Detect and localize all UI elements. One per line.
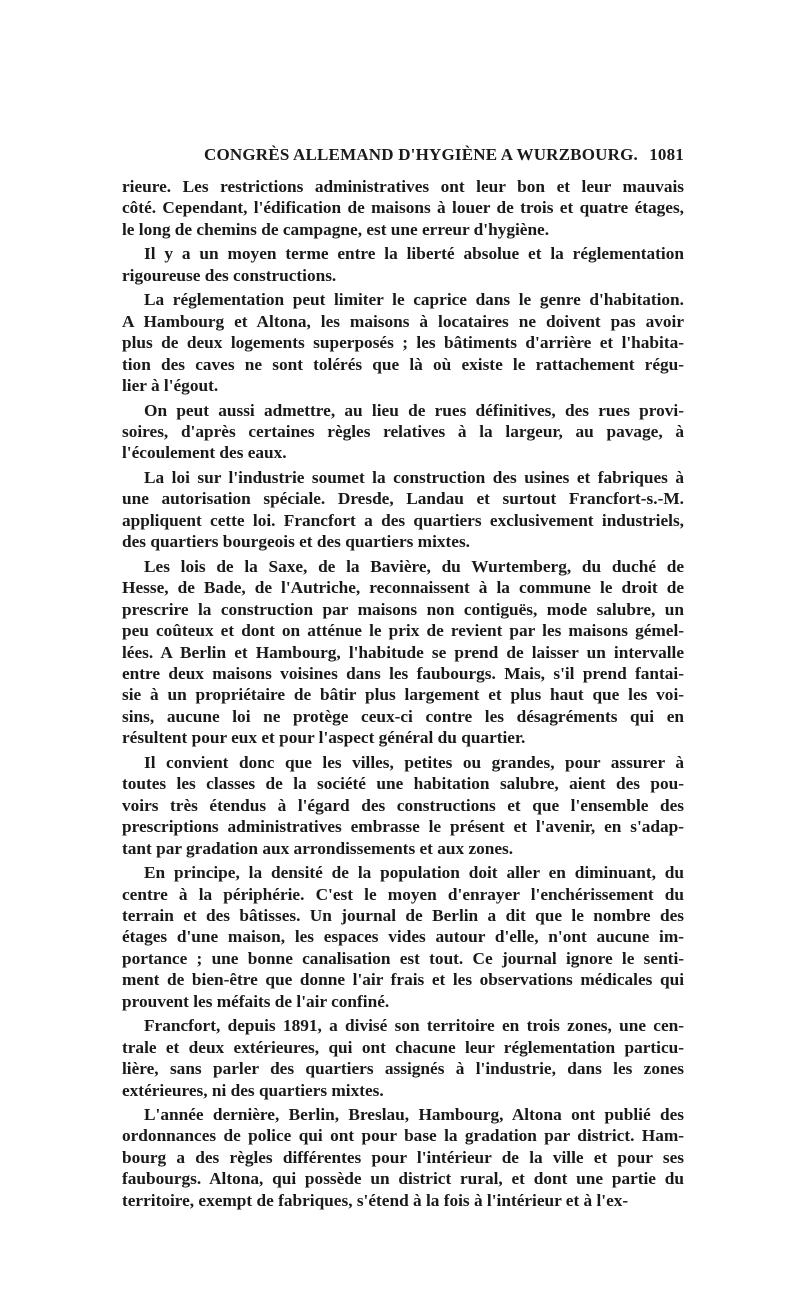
page-number: 1081 — [649, 145, 684, 164]
running-title: CONGRÈS ALLEMAND D'HYGIÈNE A WURZBOURG. — [204, 145, 638, 164]
text-line: lées. A Berlin et Hambourg, l'habitude se prend de laisser un intervalle — [122, 642, 684, 662]
text-line: En principe, la densité de la population doit aller en diminuant, du — [144, 863, 684, 883]
text-line: terrain et des bâtisses. Un journal de Berlin a dit que le nombre des — [122, 905, 684, 925]
text-line: trale et deux extérieures, qui ont chacune leur réglementation particu- — [122, 1037, 684, 1057]
text-line: Francfort, depuis 1891, a divisé son territoire en trois zones, une cen- — [144, 1016, 684, 1036]
text-line: Il convient donc que les villes, petites ou grandes, pour assurer à — [144, 752, 684, 772]
paragraph — [122, 467, 684, 553]
text-line: bourg a des règles différentes pour l'intérieur de la ville et pour ses — [122, 1147, 684, 1167]
paragraph — [122, 400, 684, 464]
paragraph — [122, 556, 684, 749]
text-line: A Hambourg et Altona, les maisons à locataires ne doivent pas avoir — [122, 311, 684, 331]
text-line: le long de chemins de campagne, est une erreur d'hygiène. — [122, 219, 550, 239]
text-line: sie à un propriétaire de bâtir plus largement et plus haut que les voi- — [122, 685, 684, 705]
paragraph — [122, 176, 684, 240]
running-header — [122, 145, 684, 169]
text-line: prouvent les méfaits de l'air confiné. — [122, 991, 390, 1011]
text-line: rigoureuse des constructions. — [122, 265, 337, 285]
text-line: résultent pour eux et pour l'aspect général du quartier. — [122, 728, 526, 748]
text-line: toutes les classes de la société une habitation salubre, aient des pou- — [122, 774, 684, 794]
text-line: rieure. Les restrictions administratives ont leur bon et leur mauvais — [122, 177, 684, 196]
text-line: plus de deux logements superposés ; les bâtiments d'arrière et l'habita- — [122, 333, 684, 353]
text-line: faubourgs. Altona, qui possède un district rural, et dont une partie du — [122, 1169, 684, 1189]
text-line: lier à l'égout. — [122, 376, 219, 396]
text-line: sins, aucune loi ne protège ceux-ci contre les désagréments qui en — [122, 706, 684, 726]
text-line: soires, d'après certaines règles relatives à la largeur, au pavage, à — [122, 421, 684, 441]
text-line: territoire, exempt de fabriques, s'étend à la fois à l'intérieur et à l'ex- — [122, 1190, 629, 1210]
text-line: On peut aussi admettre, au lieu de rues définitives, des rues provi- — [144, 400, 684, 420]
paragraph — [122, 243, 684, 286]
text-line: extérieures, ni des quartiers mixtes. — [122, 1080, 384, 1100]
text-line: portance ; une bonne canalisation est tout. Ce journal ignore le senti- — [122, 948, 684, 968]
text-line: prescrire la construction par maisons non contiguës, mode salubre, un — [122, 599, 684, 619]
text-line: La réglementation peut limiter le caprice dans le genre d'habitation. — [144, 290, 684, 310]
text-line: centre à la périphérie. C'est le moyen d'enrayer l'enchérissement du — [122, 884, 684, 904]
paragraph — [122, 752, 684, 859]
text-line: côté. Cependant, l'édification de maisons à louer de trois et quatre étages, — [122, 198, 684, 218]
text-line: ordonnances de police qui ont pour base la gradation par district. Ham- — [122, 1126, 684, 1146]
text-line: l'écoulement des eaux. — [122, 443, 287, 463]
text-line: une autorisation spéciale. Dresde, Landau et surtout Francfort-s.-M. — [122, 489, 684, 509]
text-line: prescriptions administratives embrasse le présent et l'avenir, en s'adap- — [122, 817, 684, 837]
paragraph — [122, 862, 684, 1012]
text-line: La loi sur l'industrie soumet la construction des usines et fabriques à — [144, 467, 684, 487]
body-text — [122, 176, 684, 1211]
text-line: tion des caves ne sont tolérés que là où existe le rattachement régu- — [122, 354, 684, 374]
paragraph — [122, 1015, 684, 1101]
text-line: appliquent cette loi. Francfort a des quartiers exclusivement industriels, — [122, 510, 684, 530]
text-line: Hesse, de Bade, de l'Autriche, reconnaissent à la commune le droit de — [122, 578, 684, 598]
text-line: lière, sans parler des quartiers assignés à l'industrie, dans les zones — [122, 1059, 684, 1079]
text-line: entre deux maisons voisines dans les faubourgs. Mais, s'il prend fantai- — [122, 663, 684, 683]
text-line: voirs très étendus à l'égard des constructions et que l'ensemble des — [122, 795, 684, 815]
paragraph — [122, 289, 684, 396]
text-line: étages d'une maison, les espaces vides autour d'elle, n'ont aucune im- — [122, 927, 684, 947]
text-line: L'année dernière, Berlin, Breslau, Hambourg, Altona ont publié des — [144, 1105, 684, 1125]
text-line: tant par gradation aux arrondissements et aux zones. — [122, 838, 514, 858]
paragraph — [122, 1104, 684, 1211]
text-line: ment de bien-être que donne l'air frais et les observations médicales qui — [122, 970, 684, 990]
text-line: peu coûteux et dont on atténue le prix de revient par les maisons gémel- — [122, 621, 684, 641]
text-line: Les lois de la Saxe, de la Bavière, du Wurtemberg, du duché de — [144, 556, 684, 576]
text-line: des quartiers bourgeois et des quartiers mixtes. — [122, 532, 470, 552]
text-line: Il y a un moyen terme entre la liberté absolue et la réglementation — [144, 244, 684, 264]
